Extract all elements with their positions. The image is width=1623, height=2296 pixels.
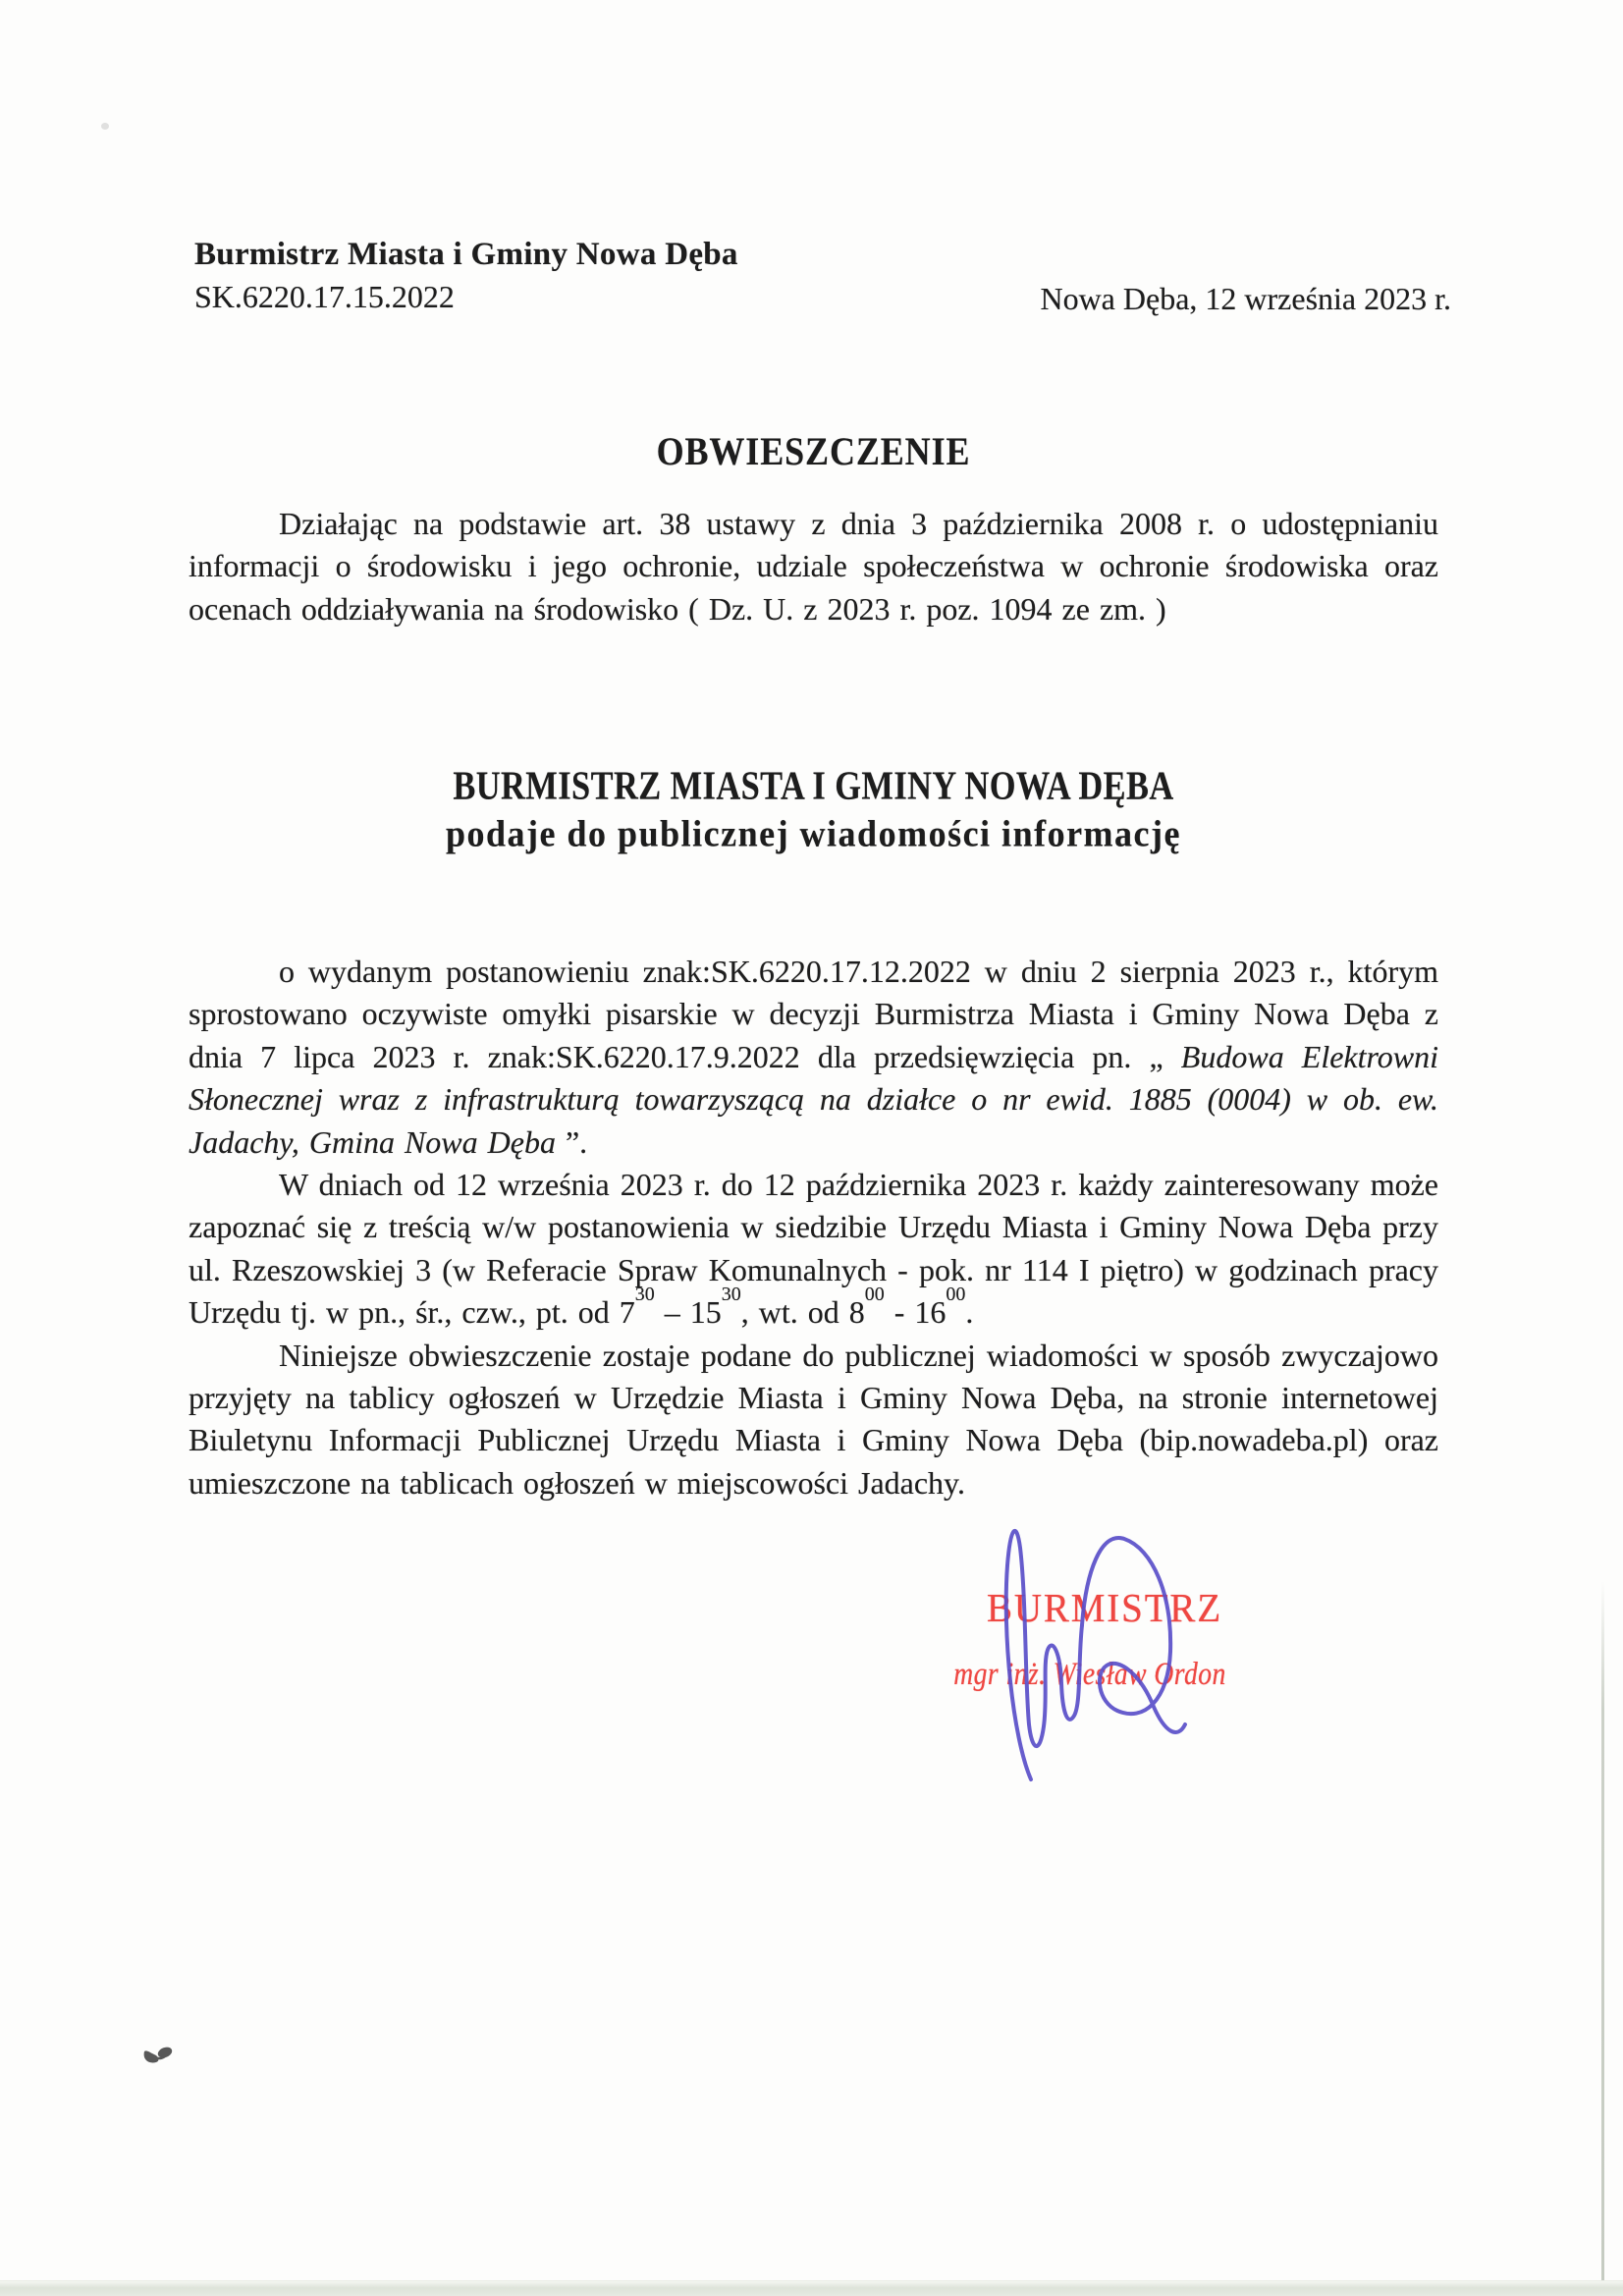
paragraph-1-closing: ”. — [565, 1123, 588, 1160]
paragraph-2-text: - 16 — [884, 1294, 947, 1331]
body-text — [189, 951, 1438, 1504]
paragraph-2-text: W dniach od 12 września 2023 r. do 12 października 2023 r. każdy zainteresowany może zapoznać się z treścią w/w postanowienia w siedzibie Urzędu Miasta i Gminy Nowa Dęba przy ul. Rzeszowskiej 3 (w Referacie Spraw Komunalnych - pok. nr 114 I piętro) w godzinach pracy Urzędu tj. w pn., śr., czw., pt. od 7 — [189, 1167, 1438, 1331]
hours-superscript: 00 — [946, 1283, 966, 1305]
stamp-signer-name: mgr inż. Wiesław Ordon — [953, 1656, 1226, 1692]
intro-paragraph: Działając na podstawie art. 38 ustawy z dnia 3 października 2008 r. o udostępnianiu informacji o środowisku i jego ochronie, udziale społeczeństwa w ochronie środowiska oraz ocenach oddziaływania na środowisko ( Dz. U. z 2023 r. poz. 1094 ze zm. ) — [189, 506, 1438, 627]
project-name-italic: Budowa Elektrowni Słonecznej wraz z infrastrukturą towarzyszącą na działce o nr ewid. 1885 (0004) w ob. ew. Jadachy, Gmina Nowa Dęba — [189, 1038, 1439, 1160]
hours-superscript: 30 — [721, 1283, 741, 1305]
paragraph-1-text: o wydanym postanowieniu znak:SK.6220.17.12.2022 w dniu 2 sierpnia 2023 r., którym sprostowano oczywiste omyłki pisarskie w decyzji Burmistrza Miasta i Gminy Nowa Dęba z dnia 7 lipca 2023 r. znak:SK.6220.17.9.2022 dla przedsięwzięcia pn. „ — [189, 954, 1438, 1074]
subject-heading-line-1: BURMISTRZ MIASTA I GMINY NOWA DĘBA — [453, 762, 1174, 808]
paragraph-2-text: – 15 — [654, 1294, 722, 1331]
paragraph-2-text: , wt. od 8 — [740, 1294, 865, 1331]
subject-heading-line-2: podaje do publicznej wiadomości informację — [446, 813, 1181, 854]
body-paragraph-2 — [189, 1164, 1438, 1335]
ink-smudge — [144, 2046, 174, 2063]
document-title: OBWIESZCZENIE — [656, 429, 971, 473]
header-case-number: SK.6220.17.15.2022 — [194, 279, 455, 314]
body-paragraph-3: Niniejsze obwieszczenie zostaje podane do publicznej wiadomości w sposób zwyczajowo przyjęty na tablicy ogłoszeń w Urzędzie Miasta i Gminy Nowa Dęba, na stronie internetowej Biuletynu Informacji Publicznej Urzędu Miasta i Gminy Nowa Dęba (bip.nowadeba.pl) oraz umieszczone na tablicach ogłoszeń w miejscowości Jadachy. — [189, 1337, 1438, 1501]
hours-superscript: 30 — [634, 1283, 655, 1305]
body-paragraph-1 — [189, 951, 1438, 1164]
hours-superscript: 00 — [864, 1283, 885, 1305]
scan-edge-right — [1601, 1581, 1604, 2296]
header-issuer: Burmistrz Miasta i Gminy Nowa Dęba — [194, 237, 738, 272]
stamp-title: BURMISTRZ — [986, 1585, 1223, 1630]
scan-speck — [101, 123, 109, 130]
header-place-date: Nowa Dęba, 12 września 2023 r. — [1040, 281, 1451, 316]
scan-edge-bottom — [0, 2280, 1623, 2296]
paragraph-2-text: . — [965, 1294, 974, 1331]
signature-stroke-loop — [1082, 1538, 1185, 1732]
